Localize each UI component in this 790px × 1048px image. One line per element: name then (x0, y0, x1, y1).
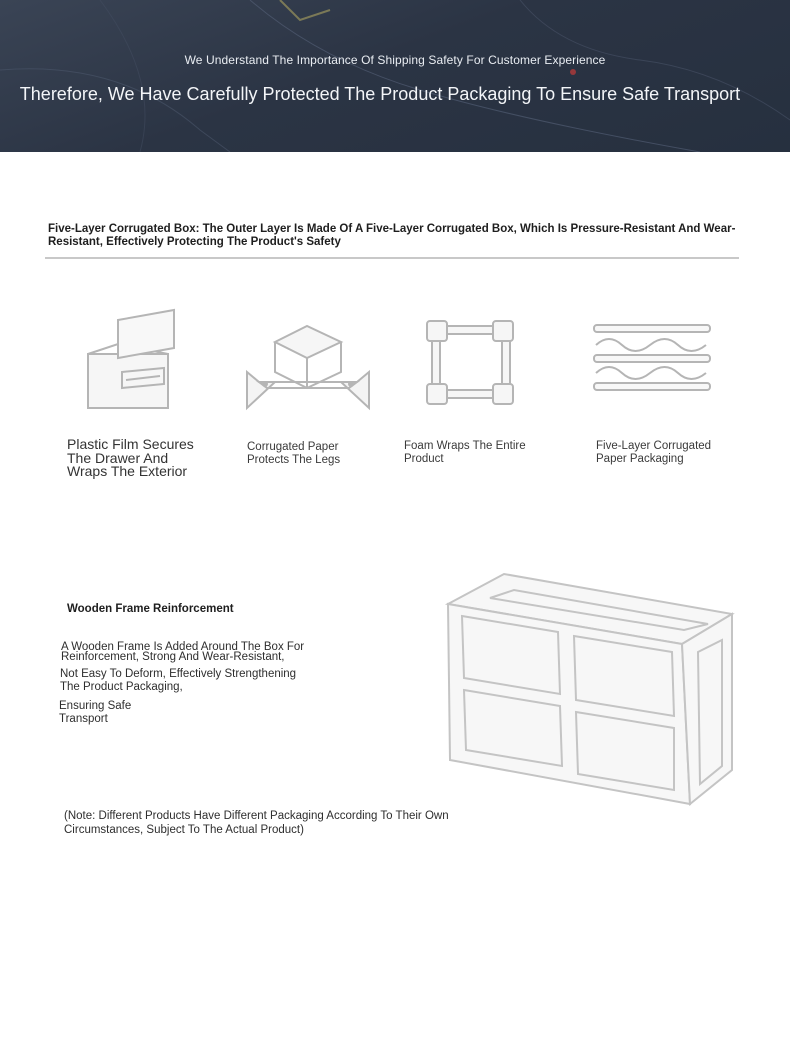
box-description: Five-Layer Corrugated Box: The Outer Layer Is Made Of A Five-Layer Corrugated Box, Which Is Pressure-Resistant And Wear-Resistant, Effectively Protecting The Product's Safety (48, 223, 736, 248)
packaging-note: (Note: Different Products Have Different Packaging According To Their Own Circumstances, Subject To The Actual Product) (64, 810, 449, 836)
feature-label-foam-wrap: Foam Wraps The Entire Product (404, 440, 526, 465)
wooden-frame-title: Wooden Frame Reinforcement (67, 603, 234, 615)
corrugated-layers-icon (592, 323, 714, 393)
feature-label-five-layer: Five-Layer Corrugated Paper Packaging (596, 440, 712, 465)
hero-banner (0, 0, 790, 152)
wooden-frame-text-5: Ensuring Safe (59, 700, 132, 712)
hero-title: Therefore, We Have Carefully Protected The Product Packaging To Ensure Safe Transport (19, 84, 741, 104)
hero-subtitle: We Understand The Importance Of Shipping Safety For Customer Experience (184, 53, 606, 67)
wooden-frame-text-2: Reinforcement, Strong And Wear-Resistant, (61, 651, 285, 663)
wooden-frame-text-1: A Wooden Frame Is Added Around The Box For (61, 641, 305, 653)
feature-label-corrugated-legs: Corrugated Paper Protects The Legs (247, 441, 341, 466)
marble-texture (0, 0, 790, 152)
foam-frame-icon (424, 318, 518, 408)
feature-label-plastic-film: Plastic Film Secures The Drawer And Wraps The Exterior (67, 436, 194, 479)
corner-protector-icon (245, 322, 373, 414)
box-drawer-icon (84, 308, 180, 414)
wooden-frame-text-3: Not Easy To Deform, Effectively Strengthening (60, 668, 297, 680)
divider (45, 257, 739, 259)
wooden-frame-text-4: The Product Packaging, (60, 681, 183, 693)
wooden-crate-illustration (444, 570, 736, 808)
wooden-frame-text-6: Transport (59, 713, 108, 725)
